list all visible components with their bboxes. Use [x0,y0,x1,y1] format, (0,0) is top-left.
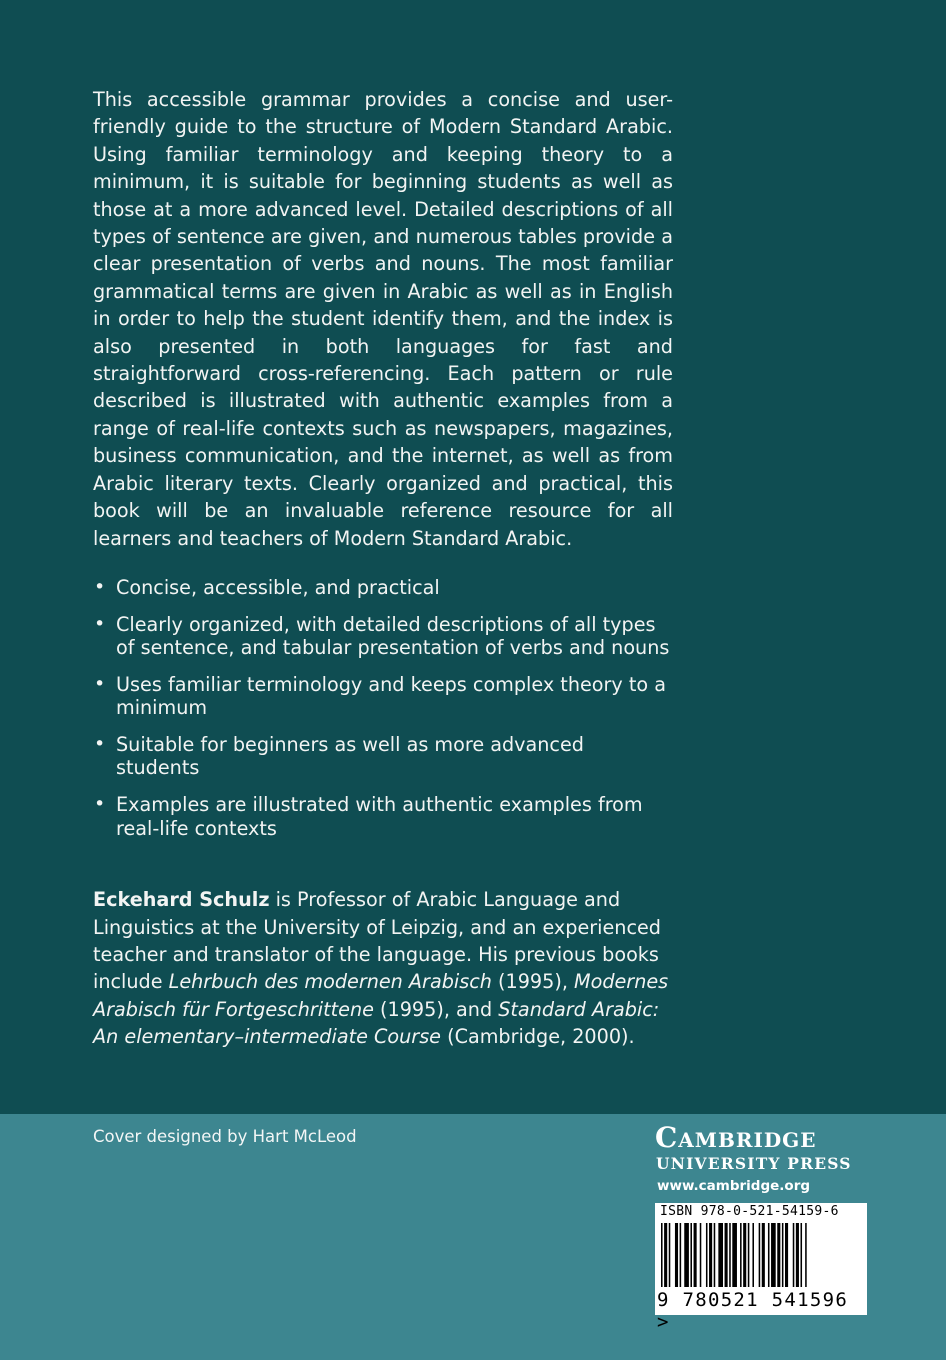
bullet-icon: • [94,672,106,695]
feature-item: • Suitable for beginners as well as more advanced students [94,732,584,780]
feature-item: • Clearly organized, with detailed descriptions of all types of sentence, and tabular presentation of verbs and nouns [94,612,670,660]
book-title: Modernes Arabisch für Fortgeschrittene [93,970,669,1021]
feature-item: • Examples are illustrated with authentic examples from real-life contexts [94,793,643,840]
author-name: Eckehard Schulz [93,888,270,912]
book-title: Lehrbuch des modernen Arabisch [168,970,492,994]
publisher-url[interactable]: www.cambridge.org [657,1178,811,1194]
publisher-logo-name: Cambridge [655,1121,817,1154]
author-bio: Eckehard Schulz is Professor of Arabic Language and Linguistics at the University of Leipzig, and an experienced teacher and translator of the language. His previous books include Lehrbuch des modernen Arabisch (1995), Modernes Arabisch für Fortgeschrittene (1995), and Standard Arabic: An elementary–intermediate Course (Cambridge, 2000). [93,888,669,1049]
book-title: Standard Arabic: An elementary–intermediate Course [93,997,660,1049]
feature-item: • Uses familiar terminology and keeps complex theory to a minimum [94,672,667,720]
book-description: This accessible grammar provides a concise and user-friendly guide to the structure of Modern Standard Arabic. Using familiar terminology and keeping theory to a minimum, it is suitable for beginning students as well as those at a more advanced level. Detailed descriptions of all types of sentence are given, and numerous tables provide a clear presentation of verbs and nouns. The most familiar grammatical terms are given in Arabic as well as in English in order to help the student identify them, and the index is also presented in both languages for fast and straightforward cross-referencing. Each pattern or rule described is illustrated with authentic examples from a range of real-life contexts such as newspapers, magazines, business communication, and the internet, as well as from Arabic literary texts. Clearly organized and practical, this book will be an invaluable reference resource for all learners and teachers of Modern Standard Arabic. [93,88,673,550]
barcode-label [655,1203,867,1333]
bullet-icon: • [94,612,106,635]
cover-credit: Cover designed by Hart McLeod [93,1127,357,1146]
barcode-digits: 9 780521 541596 > [657,1289,849,1333]
bullet-icon: • [94,793,106,816]
back-cover-text [93,86,673,1051]
feature-item: • Concise, accessible, and practical [94,575,440,599]
feature-list [93,576,673,840]
barcode-icon [661,1223,861,1287]
bullet-icon: • [94,732,106,755]
publisher-logo-subtitle: UNIVERSITY PRESS [656,1154,852,1173]
isbn-number: ISBN 978-0-521-54159-6 [660,1204,839,1219]
bullet-icon: • [94,575,106,598]
